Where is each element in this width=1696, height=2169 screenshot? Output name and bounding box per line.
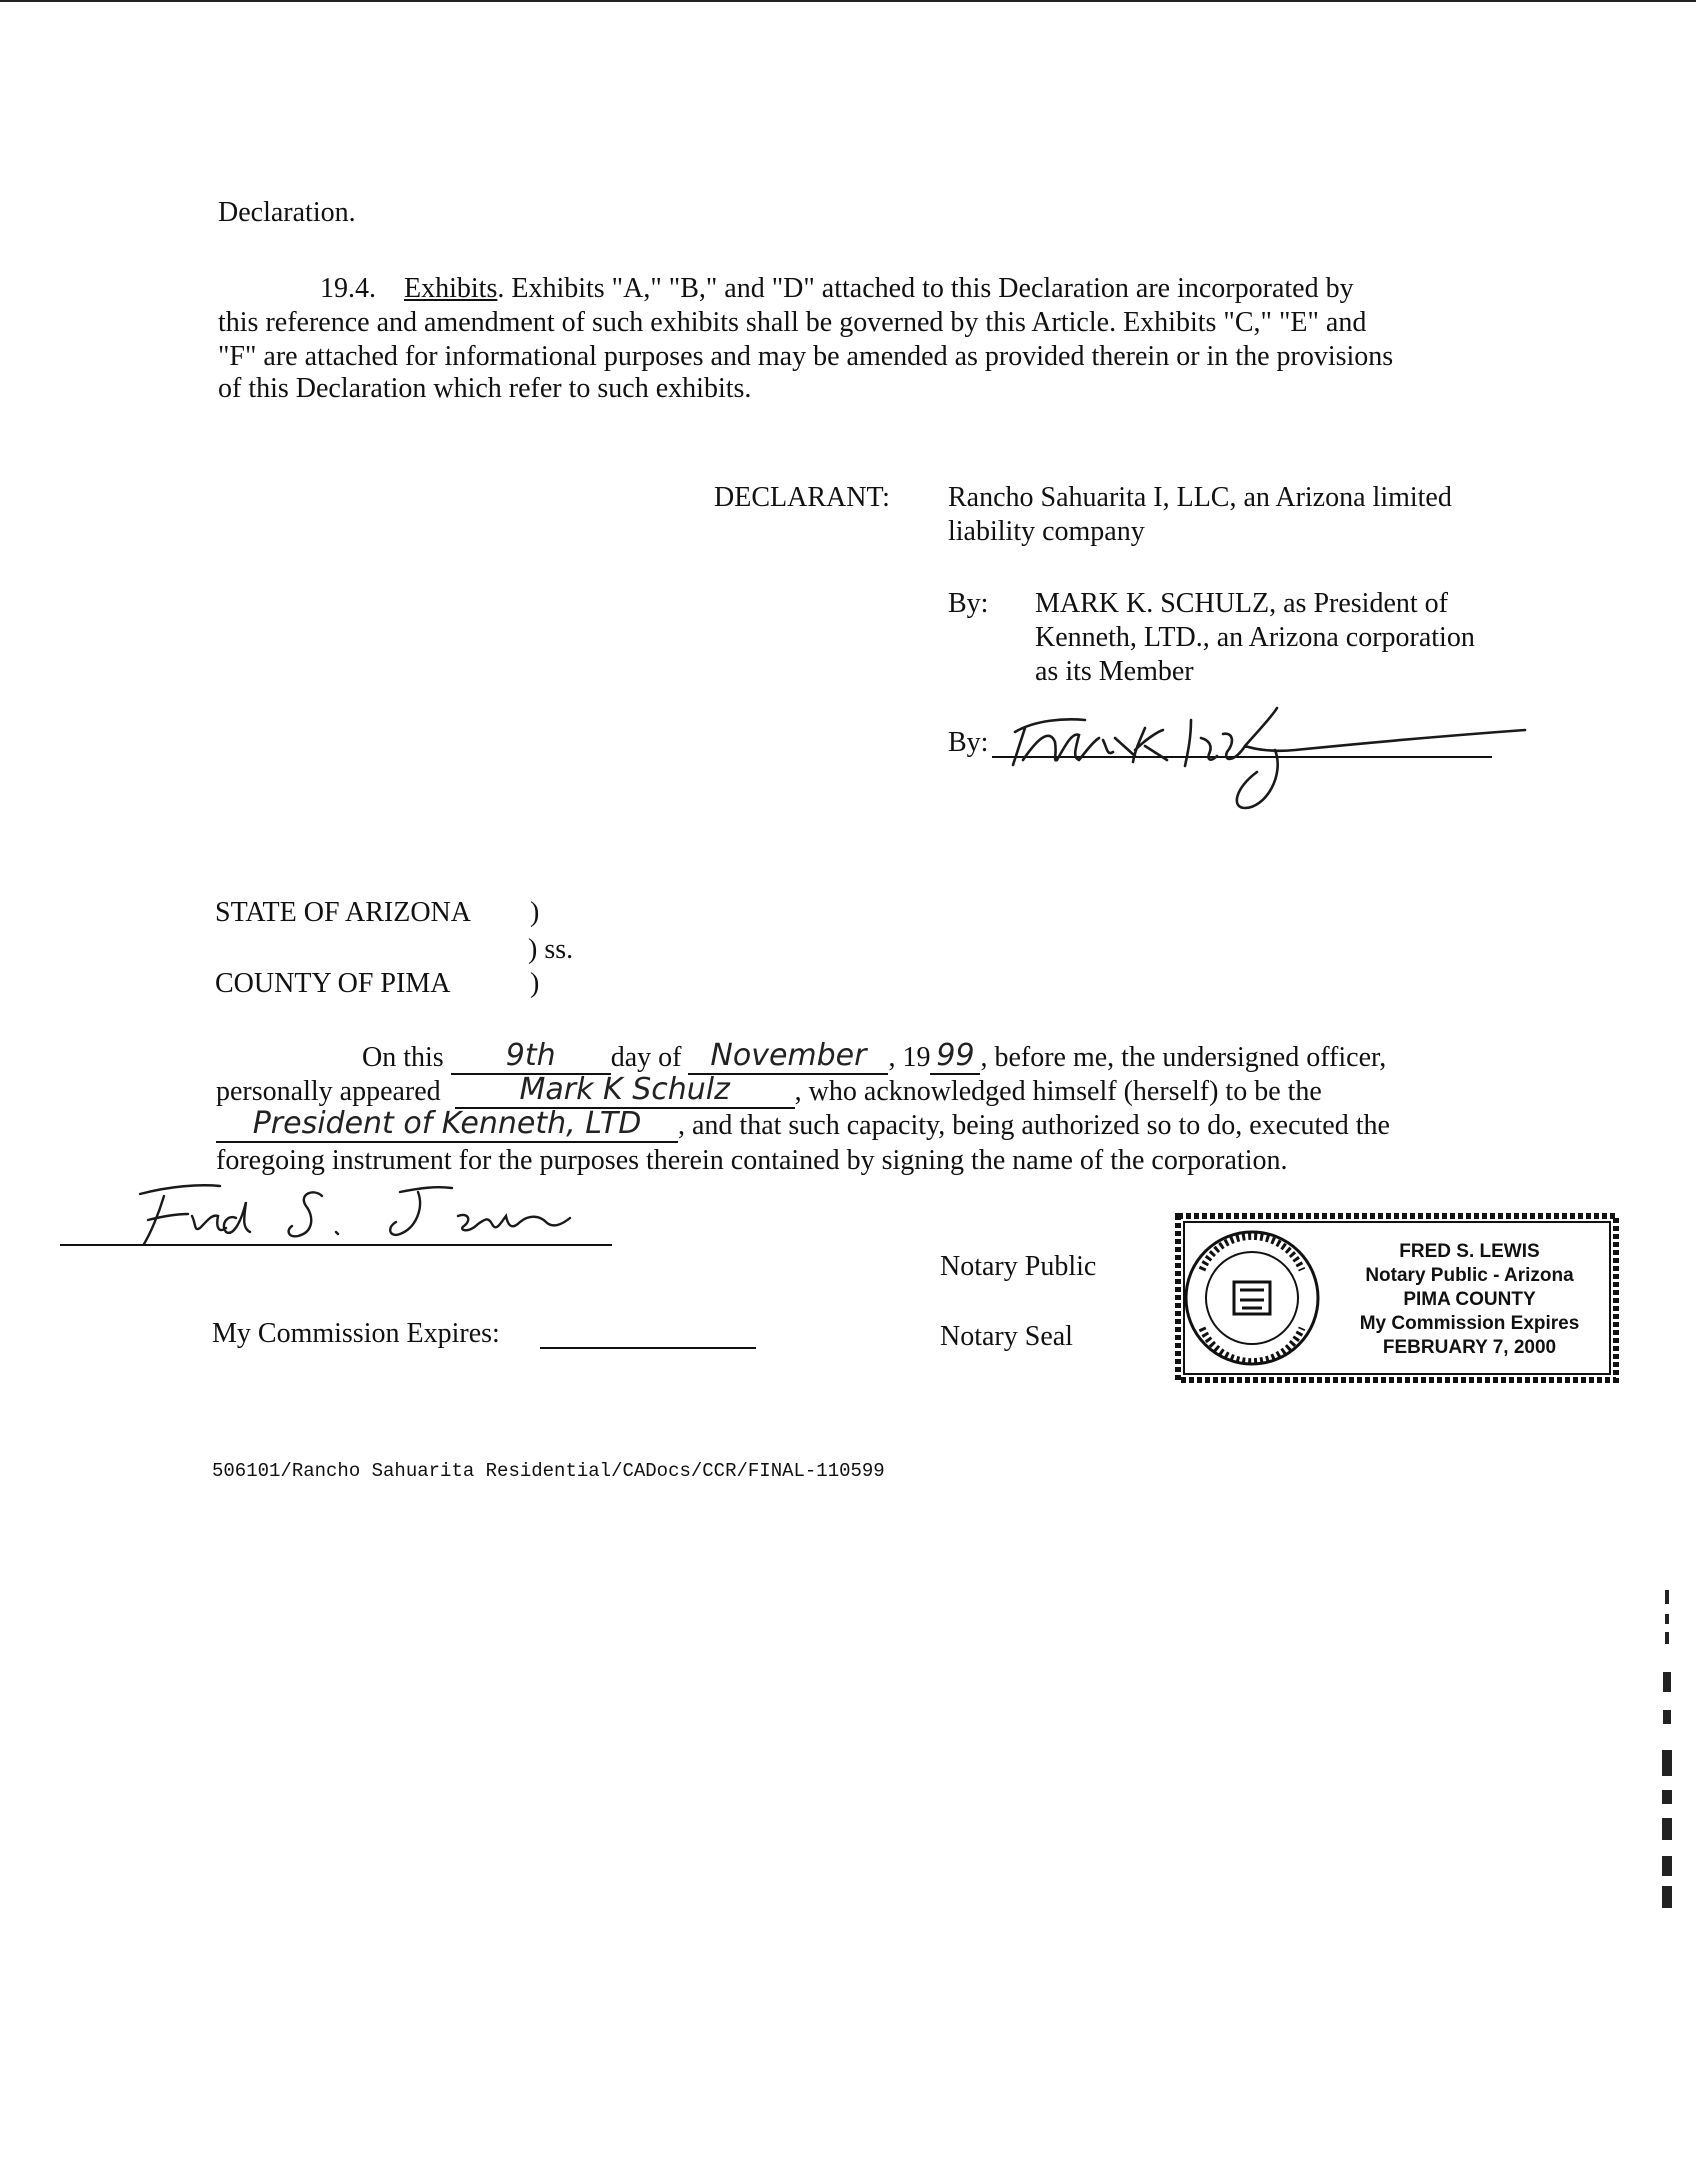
commission-expires-label: My Commission Expires: (212, 1318, 500, 1349)
by1-label: By: (948, 588, 989, 619)
section-heading: Exhibits (404, 273, 498, 304)
footer-file-path: 506101/Rancho Sahuarita Residential/CADocs/CCR/FINAL-110599 (212, 1460, 885, 1482)
ack-line1-end: , before me, the undersigned officer, (980, 1042, 1387, 1073)
title-field (216, 1106, 678, 1143)
ack-line2-end: , who acknowledged himself (herself) to be the (794, 1076, 1322, 1107)
section-line1: . Exhibits "A," "B," and "D" attached to this Declaration are incorporated by (497, 273, 1354, 304)
section-line2: this reference and amendment of such exhibits shall be governed by this Article. Exhibits "C," "E" and (218, 307, 1367, 338)
ack-line3 (216, 1106, 1390, 1143)
section-number: 19.4. (320, 273, 376, 304)
year-field (930, 1038, 980, 1075)
venue-state: STATE OF ARIZONA (215, 897, 471, 928)
stamp-line-title: Notary Public - Arizona (1365, 1265, 1574, 1286)
ack-line3-end: , and that such capacity, being authorized so to do, executed the (678, 1110, 1390, 1141)
declarant-signature (995, 680, 1535, 820)
venue-ss: ) ss. (528, 934, 574, 965)
section-line3: "F" are attached for informational purposes and may be amended as provided therein or in the provisions (218, 341, 1394, 372)
section-first-line (320, 272, 1354, 306)
stamp-line-expires: My Commission Expires (1359, 1313, 1580, 1334)
day-handwritten: 9th (505, 1038, 556, 1073)
section-line4: of this Declaration which refer to such exhibits. (218, 373, 752, 404)
declarant-entity-line2: liability company (948, 516, 1145, 547)
title-handwritten: President of Kenneth, LTD (252, 1106, 642, 1141)
notary-stamp (1172, 1210, 1622, 1386)
name-handwritten: Mark K Schulz (519, 1072, 730, 1107)
ack-line1 (216, 1038, 1508, 1075)
intro-word: Declaration. (218, 197, 356, 228)
ack-personally-appeared: personally appeared (216, 1076, 441, 1107)
day-field (451, 1038, 611, 1075)
scan-edge (0, 0, 1696, 2)
by1-line1: MARK K. SCHULZ, as President of (1035, 588, 1448, 619)
name-field (455, 1072, 795, 1109)
month-field (688, 1038, 888, 1075)
by2-label: By: (948, 727, 989, 758)
venue-paren2: ) (530, 968, 540, 999)
year-handwritten: 99 (936, 1038, 975, 1073)
ack-line2 (216, 1072, 1322, 1109)
stamp-line-name: FRED S. LEWIS (1399, 1241, 1540, 1262)
notary-signature (60, 1172, 630, 1262)
recording-marks (1650, 1580, 1690, 1920)
stamp-text (1327, 1240, 1612, 1360)
venue-paren1: ) (530, 897, 540, 928)
ack-on-this: On this (362, 1042, 444, 1073)
ack-year-prefix: , 19 (888, 1042, 931, 1073)
by1-line2: Kenneth, LTD., an Arizona corporation (1035, 622, 1475, 653)
notary-seal-label: Notary Seal (940, 1321, 1073, 1352)
commission-expires-line (540, 1347, 756, 1349)
declarant-label: DECLARANT: (714, 482, 890, 513)
ack-line4: foregoing instrument for the purposes therein contained by signing the name of the corporation. (216, 1145, 1288, 1176)
venue-county: COUNTY OF PIMA (215, 968, 451, 999)
month-handwritten: November (710, 1038, 867, 1073)
stamp-line-county: PIMA COUNTY (1403, 1289, 1536, 1310)
declarant-entity-line1: Rancho Sahuarita I, LLC, an Arizona limited (948, 482, 1452, 513)
notary-public-label: Notary Public (940, 1251, 1097, 1282)
ack-day-of: day of (610, 1042, 682, 1073)
notary-signature-line (60, 1244, 612, 1246)
by1-line3: as its Member (1035, 656, 1194, 687)
stamp-line-date: FEBRUARY 7, 2000 (1382, 1337, 1557, 1358)
